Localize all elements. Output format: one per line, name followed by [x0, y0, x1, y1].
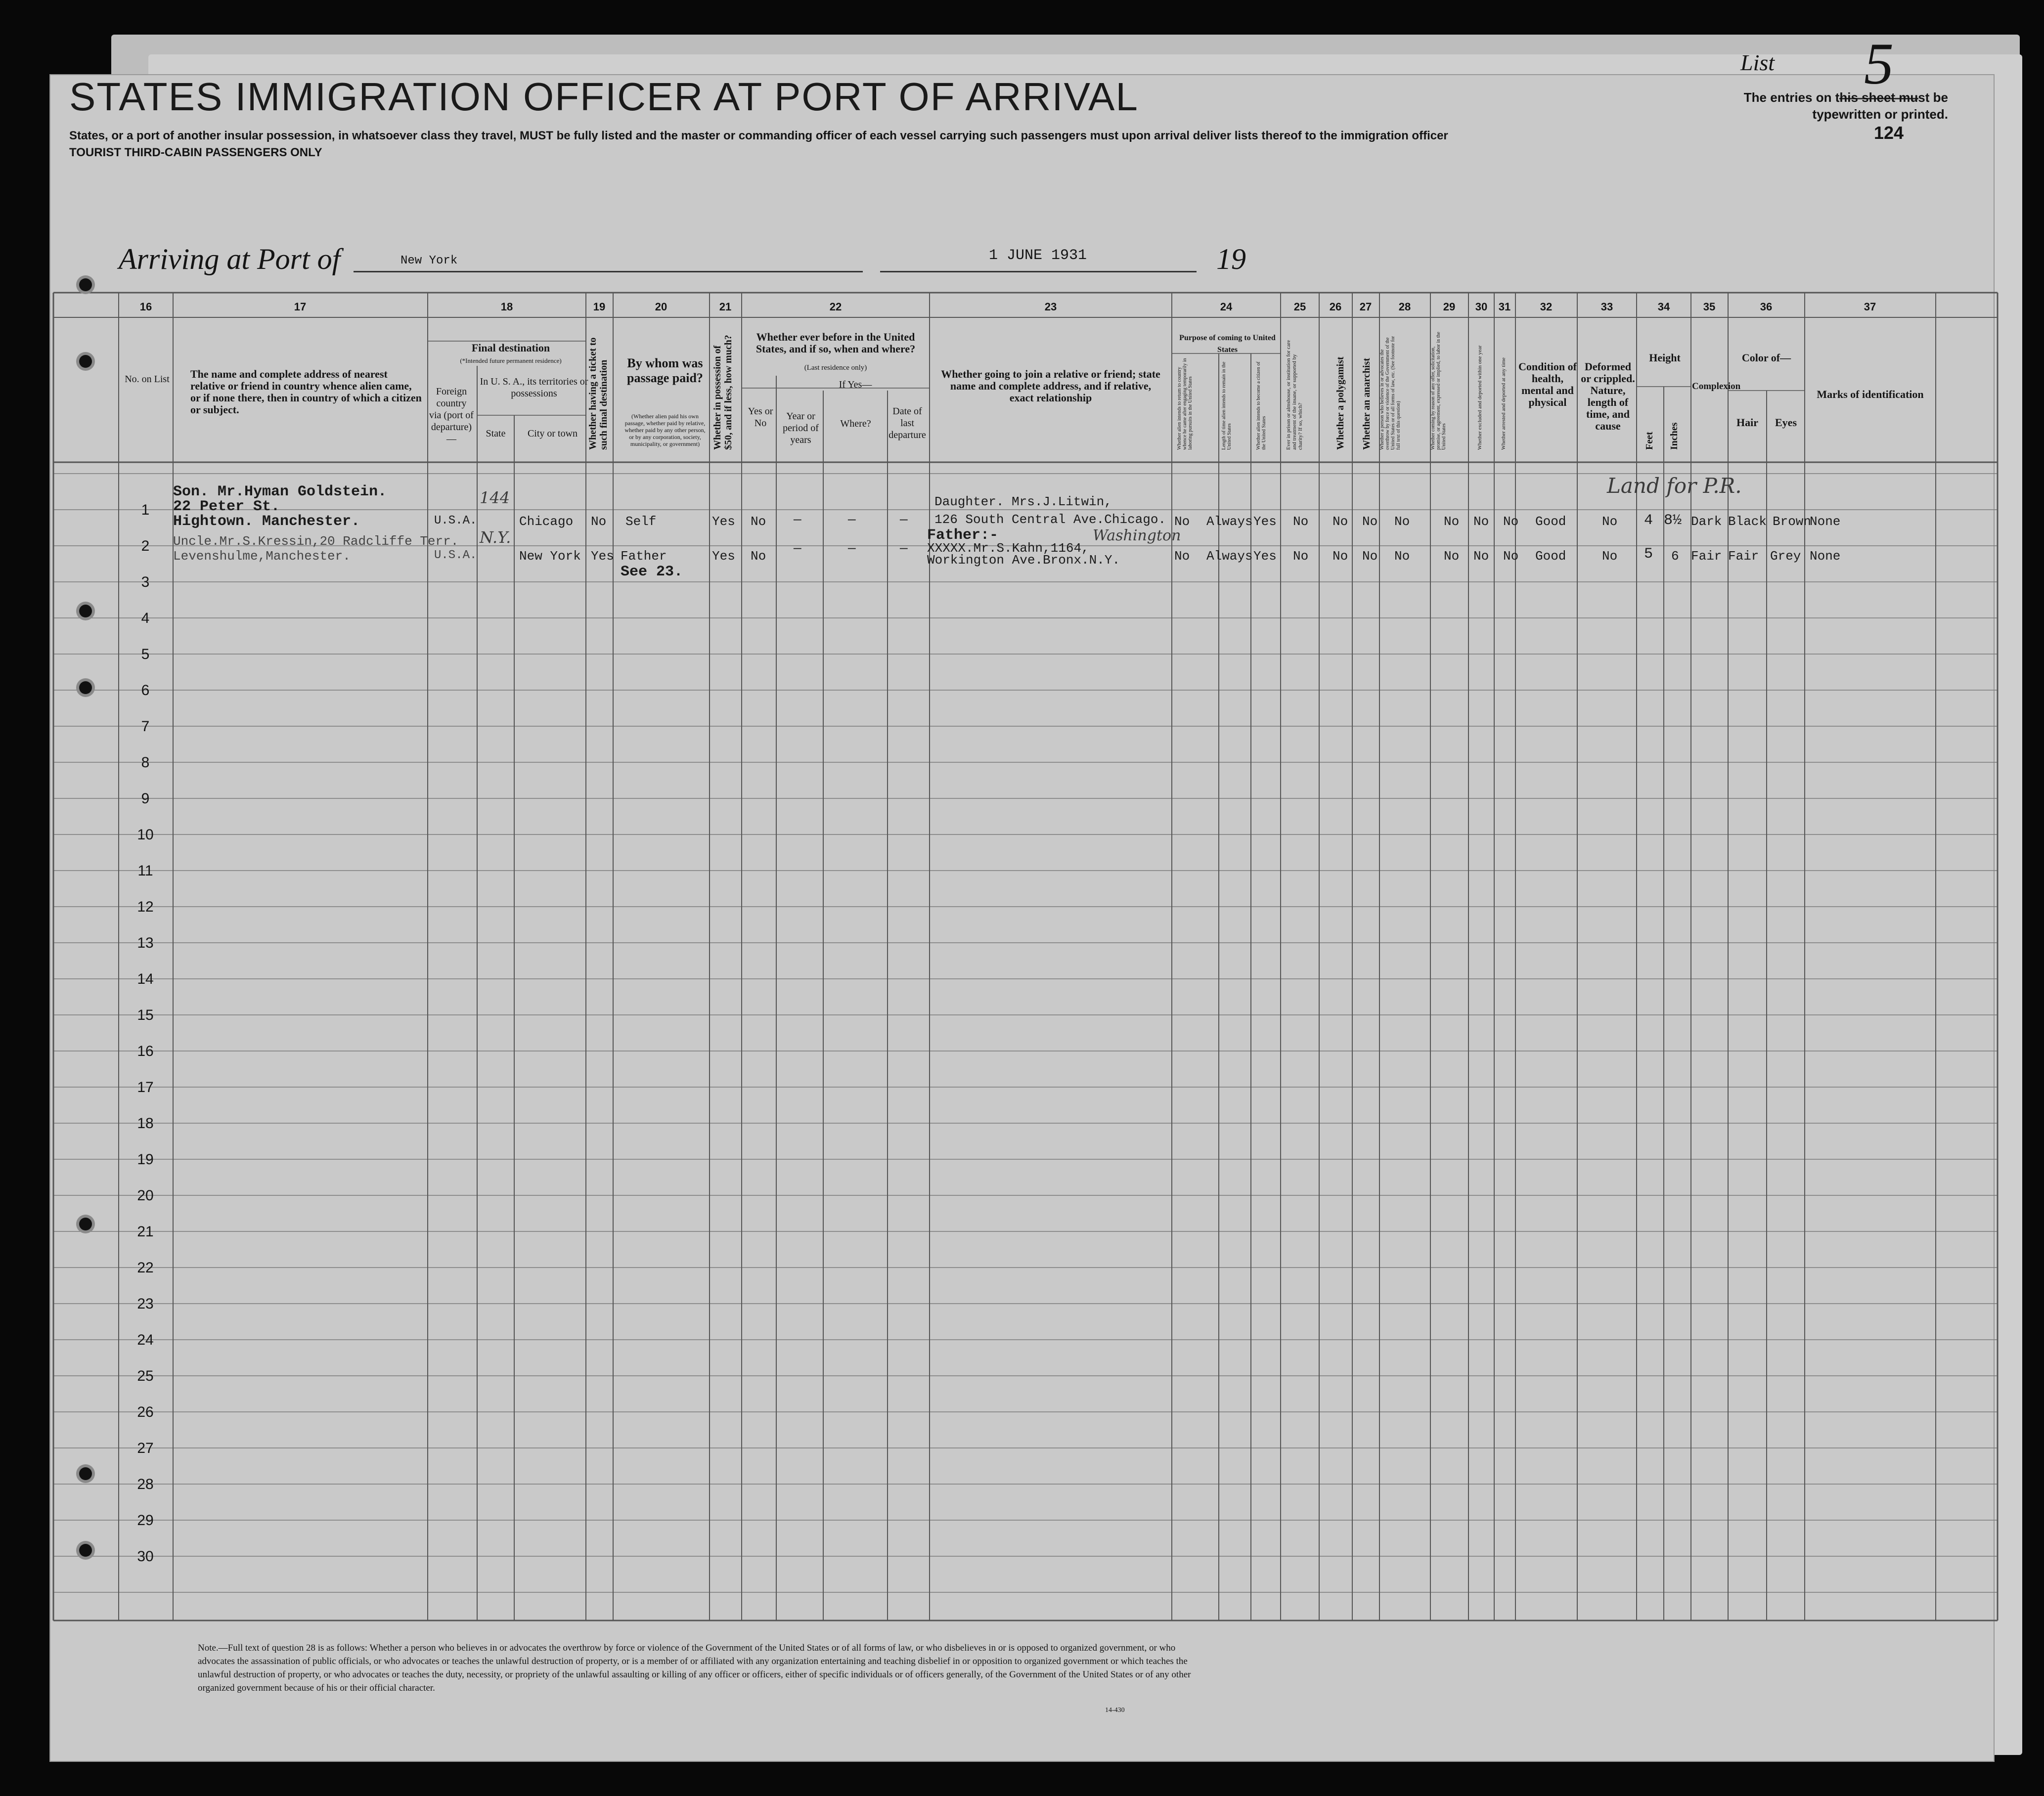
punch-hole	[79, 681, 92, 694]
col24-a: Whether alien intends to return to country whence he came after engaging temporarily in laboring pursuits in the United States	[1177, 358, 1193, 450]
r2-length: Always	[1206, 549, 1253, 564]
r2-health: Good	[1535, 549, 1566, 564]
r2-join-line2: XXXXX.Mr.S.Kahn,1164,	[927, 541, 1089, 556]
r1-dest-foreign: U.S.A.	[434, 514, 477, 527]
row-number-14: 14	[137, 971, 154, 987]
row-number-24: 24	[137, 1332, 154, 1348]
r2-prison: No	[1293, 549, 1309, 564]
r1-join-line1: Daughter. Mrs.J.Litwin,	[934, 494, 1112, 509]
row-number-18: 18	[137, 1115, 154, 1132]
col24-title: Purpose of coming to United States	[1179, 334, 1276, 354]
row-number-19: 19	[137, 1151, 154, 1168]
row-number-17: 17	[137, 1079, 154, 1095]
col24-c: Whether alien intends to become a citizen of the United States	[1256, 361, 1267, 450]
r1-polygamist: No	[1333, 514, 1348, 529]
footnote: Note.—Full text of question 28 is as follows: Whether a person who believes in or advocates the overthrow by force or violence of the Government of the United States or of all forms of law, or who disbelieves in or is opposed to organized government, or who advocates the assassination of public officials, or who advocates or teaches the unlawful destruction of property, or is a member of or affiliated with any organization entertaining and teaching disbelief in or opposition to organized government or which teaches the unlawful destruction of property, or who advocates or teaches the duty, necessity, or propriety of the unlawful assaulting or killing of any officer or officers, either of specific individuals or of officers generally, of the Government of the United States or of any other organized government because of his or their official character.	[198, 1643, 1191, 1693]
r2-dest-city: New York	[519, 549, 581, 564]
r2-hair: Fair	[1728, 549, 1759, 564]
col18-sub: (*Intended future permanent residence)	[460, 357, 562, 364]
column-number-30: 30	[1475, 301, 1488, 313]
row-number-11: 11	[137, 863, 153, 879]
punch-hole	[79, 355, 92, 368]
col29-header: Whether coming by reason of any offer, solicitation, promise, or agreement, expressed or implied, to labor in the United States	[1430, 332, 1447, 450]
column-number-26: 26	[1329, 301, 1342, 313]
r1-feet: 4	[1644, 512, 1653, 529]
r1-q28: No	[1394, 514, 1410, 529]
arriving-label: Arriving at Port of	[119, 243, 341, 275]
column-number-37: 37	[1864, 301, 1876, 313]
row-number-30: 30	[137, 1548, 154, 1565]
col26-header: Whether a polygamist	[1335, 356, 1346, 450]
r1-q31: No	[1503, 514, 1519, 529]
r1-paid: Self	[625, 514, 657, 529]
port-field	[354, 254, 863, 272]
row-number-20: 20	[137, 1187, 154, 1204]
r2-period: —	[794, 541, 801, 556]
row-number-12: 12	[137, 899, 154, 915]
r2-where: —	[848, 541, 856, 556]
col18-city: City or town	[527, 428, 578, 439]
r2-join-line1: Father:-	[927, 527, 999, 544]
r2-dest-foreign: U.S.A.	[434, 549, 477, 562]
r2-inches: 6	[1671, 549, 1679, 564]
row-number-13: 13	[137, 935, 154, 951]
column-number-23: 23	[1044, 301, 1057, 313]
row-number-28: 28	[137, 1476, 154, 1492]
column-number-25: 25	[1293, 301, 1306, 313]
column-number-19: 19	[593, 301, 606, 313]
r1-return: No	[1174, 514, 1190, 529]
col21-header: Whether in possession of $50, and if less, how much?	[712, 335, 734, 450]
row-number-29: 29	[137, 1512, 154, 1529]
form-intro	[69, 128, 1651, 161]
col18-usa: In U. S. A., its territories or possessions	[480, 376, 588, 399]
r1-anarchist: No	[1362, 514, 1378, 529]
date-field	[880, 247, 1197, 272]
punch-hole	[79, 1218, 92, 1230]
r2-q30: No	[1473, 549, 1489, 564]
column-number-17: 17	[294, 301, 307, 313]
col18-state: State	[486, 428, 506, 439]
row-number-15: 15	[137, 1007, 154, 1023]
column-number-20: 20	[655, 301, 667, 313]
r1-where: —	[848, 512, 856, 527]
punch-hole	[79, 605, 92, 617]
row-number-21: 21	[137, 1224, 154, 1240]
r1-prison: No	[1293, 514, 1309, 529]
row-number-27: 27	[137, 1440, 154, 1456]
sheet-number: 124	[1874, 123, 1904, 143]
col20-title: By whom was passage paid?	[627, 356, 703, 385]
row-number-8: 8	[141, 754, 150, 771]
row-number-25: 25	[137, 1368, 154, 1384]
col23-header: Whether going to join a relative or friend; state name and complete address, and if relative, exact relationship	[941, 368, 1160, 404]
col24-b: Length of time alien intends to remain in the United States	[1221, 361, 1232, 450]
col34-title: Height	[1649, 351, 1681, 364]
year-prefix: 19	[1216, 243, 1246, 275]
column-number-24: 24	[1220, 301, 1233, 313]
r2-see-ref: See 23.	[621, 564, 683, 580]
r2-complexion: Fair	[1691, 549, 1722, 564]
row-number-10: 10	[137, 827, 154, 843]
r2-dest-state: N.Y.	[480, 528, 511, 547]
r1-marks: None	[1810, 514, 1841, 529]
col22-yesno: Yes or No	[748, 406, 773, 429]
col22-title: Whether ever before in the United States, and if so, when and where?	[755, 331, 916, 355]
r2-relative-line1: Uncle.Mr.S.Kressin,20 Radcliffe Terr.	[173, 534, 459, 549]
row-number-9: 9	[141, 790, 150, 807]
form-code: 14-430	[1105, 1707, 1125, 1714]
r2-citizen: Yes	[1253, 549, 1277, 564]
column-number-16: 16	[139, 301, 152, 313]
r2-before: No	[751, 549, 766, 564]
col22-ifyes: If Yes—	[839, 379, 872, 390]
col22-where: Where?	[840, 418, 871, 429]
r1-eyes: Brown	[1773, 514, 1812, 529]
r1-length: Always	[1206, 514, 1253, 529]
column-number-31: 31	[1498, 301, 1511, 313]
r1-inches: 8½	[1664, 512, 1682, 529]
col34-feet: Feet	[1644, 432, 1655, 450]
column-number-33: 33	[1600, 301, 1613, 313]
col19-header: Whether having a ticket to such final destination	[587, 337, 609, 450]
entries-note: The entries on this sheet must be typewritten or printed.	[1743, 90, 1948, 122]
row-number-7: 7	[141, 718, 150, 735]
handwritten-note-washington: Washington	[1093, 527, 1181, 544]
column-number-21: 21	[719, 301, 732, 313]
r2-anarchist: No	[1362, 549, 1378, 564]
r1-fifty: Yes	[712, 514, 735, 529]
row-number-22: 22	[137, 1260, 154, 1276]
col32-header: Condition of health, mental and physical	[1518, 360, 1577, 408]
col22-date: Date of last departure	[889, 406, 926, 440]
punch-hole	[79, 1544, 92, 1557]
r1-deformed: No	[1602, 514, 1618, 529]
r2-marks: None	[1810, 549, 1841, 564]
punch-hole	[79, 1467, 92, 1480]
r2-feet: 5	[1644, 546, 1653, 563]
r2-join-line3: Workington Ave.Bronx.N.Y.	[927, 553, 1120, 568]
intro-text: States, or a port of another insular possession, in whatsoever class they travel, MUST be fully listed and the master or commanding officer of each vessel carrying such passengers must upon arrival deliver lists thereof to the immigration officer	[69, 129, 1448, 142]
col33-header: Deformed or crippled. Nature, length of time, and cause	[1581, 360, 1635, 432]
r1-period: —	[794, 512, 801, 527]
column-number-22: 22	[829, 301, 842, 313]
column-number-27: 27	[1359, 301, 1372, 313]
r2-polygamist: No	[1333, 549, 1348, 564]
arriving-line	[119, 242, 340, 276]
r2-relative-line2: Levenshulme,Manchester.	[173, 549, 351, 564]
col36-title: Color of—	[1741, 351, 1791, 364]
row-number-2: 2	[141, 538, 150, 554]
r1-complexion: Dark	[1691, 514, 1722, 529]
r1-citizen: Yes	[1253, 514, 1277, 529]
col17-header: The name and complete address of nearest relative or friend in country whence alien came, or if none there, then in country of which a citizen or subject.	[190, 368, 422, 416]
column-number-29: 29	[1443, 301, 1456, 313]
list-label: List	[1740, 50, 1775, 75]
r1-relative-line1: Son. Mr.Hyman Goldstein.	[173, 483, 387, 500]
r2-eyes: Grey	[1770, 549, 1801, 564]
row-number-23: 23	[137, 1296, 154, 1312]
column-number-32: 32	[1540, 301, 1553, 313]
col16-header: No. on List	[125, 374, 170, 385]
row-number-4: 4	[141, 610, 150, 626]
col25-header: Ever in prison or almshouse, or institution for care and treatment of the insane, or supported by charity? If so, which?	[1286, 340, 1303, 450]
class-line: TOURIST THIRD-CABIN PASSENGERS ONLY	[69, 146, 322, 159]
col30-header: Whether excluded and deported within one year	[1477, 345, 1483, 450]
r2-q28: No	[1394, 549, 1410, 564]
r1-before: No	[751, 514, 766, 529]
row-number-5: 5	[141, 646, 150, 662]
col28-header: Whether a person who believes in or advocates the overthrow by force or violence of the Government of the United States or of all forms of law, etc. (See footnote for full text of this question)	[1379, 336, 1401, 450]
r2-ticket: Yes	[591, 549, 614, 564]
r2-q29: No	[1444, 549, 1460, 564]
col37-header: Marks of identification	[1817, 388, 1924, 400]
punch-hole	[79, 278, 92, 291]
r1-health: Good	[1535, 514, 1566, 529]
r1-relative-line2: 22 Peter St.	[173, 498, 280, 515]
list-number: 5	[1839, 30, 1918, 99]
handwritten-note-land: Land for P.R.	[1607, 474, 1742, 498]
col35-header: Complexion	[1692, 381, 1741, 392]
r1-dest-state: 144	[480, 488, 510, 507]
col18-title: Final destination	[471, 342, 550, 354]
col27-header: Whether an anarchist	[1361, 358, 1372, 450]
row-number-1: 1	[141, 502, 150, 518]
col22-period: Year or period of years	[783, 411, 819, 445]
r1-dest-city: Chicago	[519, 514, 574, 529]
column-number-18: 18	[500, 301, 513, 313]
r1-q30: No	[1473, 514, 1489, 529]
row-number-26: 26	[137, 1404, 154, 1420]
column-number-35: 35	[1703, 301, 1716, 313]
column-number-28: 28	[1398, 301, 1411, 313]
r2-date: —	[900, 541, 908, 556]
col31-header: Whether arrested and deported at any time	[1501, 357, 1507, 450]
col36-eyes: Eyes	[1775, 416, 1797, 429]
row-number-6: 6	[141, 682, 150, 699]
form-title: STATES IMMIGRATION OFFICER AT PORT OF ARRIVAL	[69, 75, 1139, 119]
r2-q31: No	[1503, 549, 1519, 564]
r1-ticket: No	[591, 514, 607, 529]
r1-date: —	[900, 512, 908, 527]
port-value: New York	[400, 254, 458, 267]
col34-inches: Inches	[1669, 422, 1680, 450]
r1-relative-line3: Hightown. Manchester.	[173, 513, 360, 530]
col20-sub: (Whether alien paid his own passage, whether paid by relative, whether paid by any other person, or by any corporation, society, municipality, or government)	[624, 413, 706, 447]
r2-deformed: No	[1602, 549, 1618, 564]
col22-sub: (Last residence only)	[804, 364, 867, 372]
r1-hair: Black	[1728, 514, 1767, 529]
r2-fifty: Yes	[712, 549, 735, 564]
row-number-16: 16	[137, 1043, 154, 1059]
column-number-34: 34	[1657, 301, 1670, 313]
row-number-3: 3	[141, 574, 150, 590]
r2-paid: Father	[621, 549, 667, 564]
r1-q29: No	[1444, 514, 1460, 529]
r1-join-line2: 126 South Central Ave.Chicago.	[934, 512, 1166, 527]
date-stamp: 1 JUNE 1931	[989, 247, 1087, 264]
r2-return: No	[1174, 549, 1190, 564]
column-number-36: 36	[1760, 301, 1773, 313]
col18-foreign: Foreign country via (port of departure)—	[429, 386, 474, 444]
col36-hair: Hair	[1736, 416, 1758, 429]
